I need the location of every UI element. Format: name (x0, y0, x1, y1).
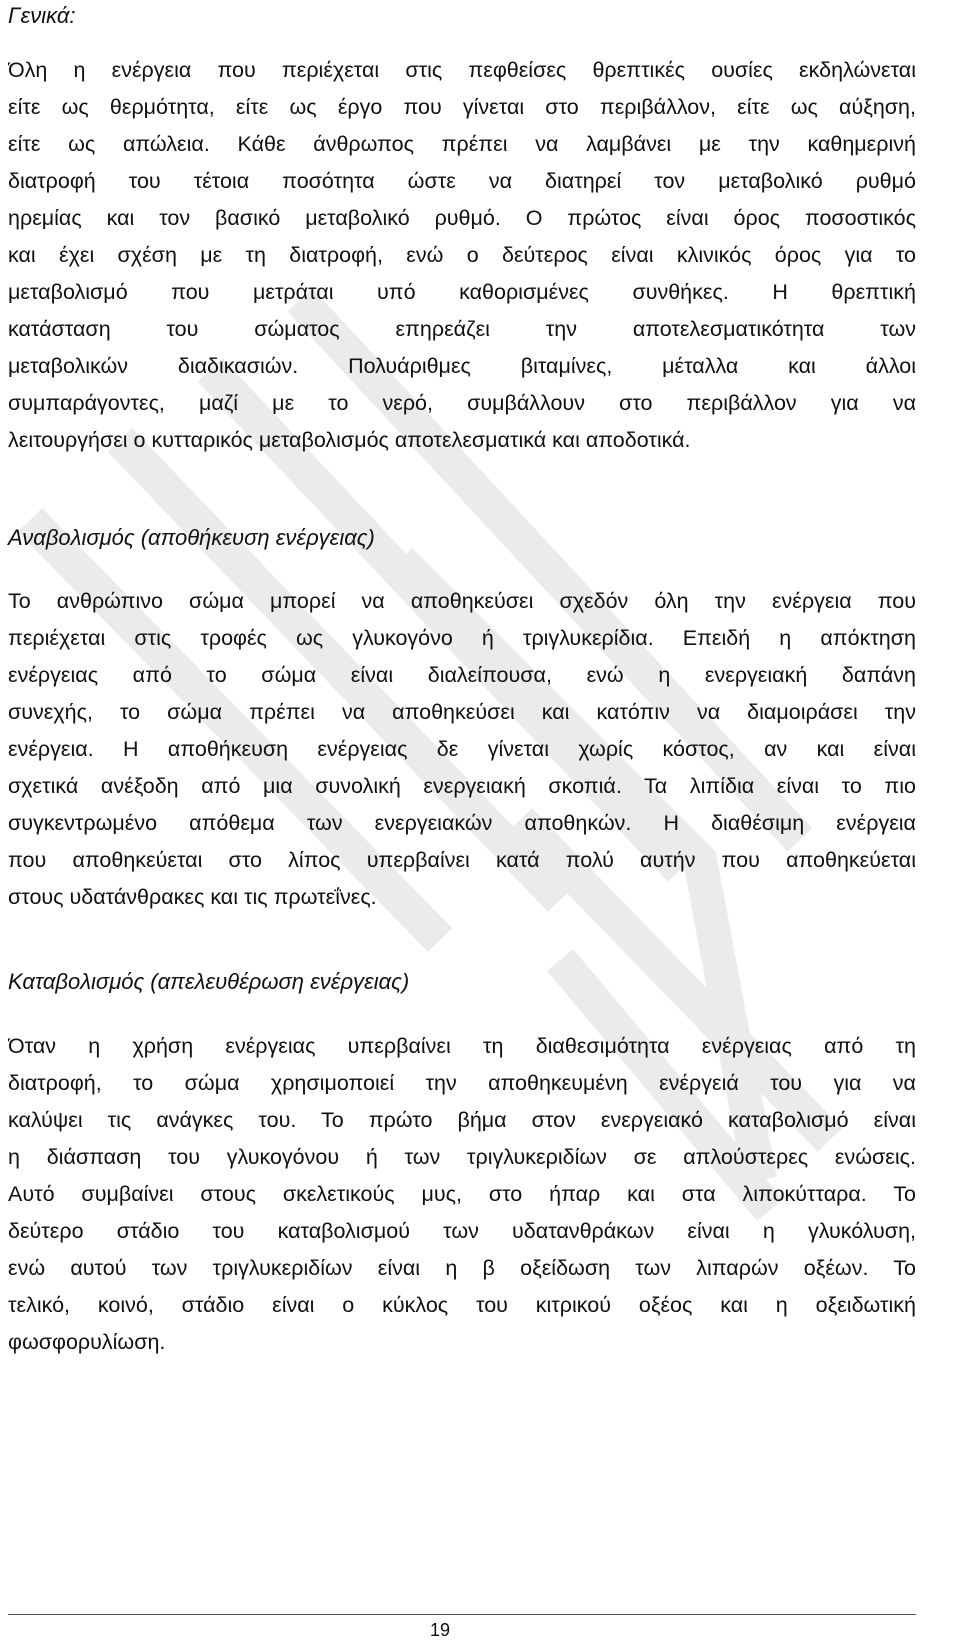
text-line: ηρεμίας και τον βασικό μεταβολικό ρυθμό. Ο πρώτος είναι όρος ποσοστικός (8, 206, 916, 230)
text-line: διατροφή, το σώμα χρησιμοποιεί την αποθηκευμένη ενέργειά του για να (8, 1071, 916, 1095)
text-line: δεύτερο στάδιο του καταβολισμού των υδατανθράκων είναι η γλυκόλυση, (8, 1219, 916, 1243)
paragraph-catabolism (8, 1028, 916, 1361)
text-line: είτε ως θερμότητα, είτε ως έργο που γίνεται στο περιβάλλον, είτε ως αύξηση, (8, 95, 916, 119)
text-line: λειτουργήσει ο κυτταρικός μεταβολισμός αποτελεσματικά και αποδοτικά. (8, 428, 691, 452)
text-line: που αποθηκεύεται στο λίπος υπερβαίνει κατά πολύ αυτήν που αποθηκεύεται (8, 848, 916, 872)
text-line: ενώ αυτού των τριγλυκεριδίων είναι η β οξείδωση των λιπαρών οξέων. Το (8, 1256, 916, 1280)
text-line: φωσφορυλίωση. (8, 1330, 166, 1354)
heading-general: Γενικά: (8, 3, 76, 28)
text-line: η διάσπαση του γλυκογόνου ή των τριγλυκεριδίων σε απλούστερες ενώσεις. (8, 1145, 916, 1169)
text-line: Όλη η ενέργεια που περιέχεται στις πεφθείσες θρεπτικές ουσίες εκδηλώνεται (8, 58, 916, 82)
text-line: περιέχεται στις τροφές ως γλυκογόνο ή τριγλυκερίδια. Επειδή η απόκτηση (8, 626, 916, 650)
text-line: και έχει σχέση με τη διατροφή, ενώ ο δεύτερος είναι κλινικός όρος για το (8, 243, 916, 267)
text-line: διατροφή του τέτοια ποσότητα ώστε να διατηρεί τον μεταβολικό ρυθμό (8, 169, 916, 193)
text-line: συνεχής, το σώμα πρέπει να αποθηκεύσει και κατόπιν να διαμοιράσει την (8, 700, 916, 724)
text-line: μεταβολικών διαδικασιών. Πολυάριθμες βιταμίνες, μέταλλα και άλλοι (8, 354, 916, 378)
text-line: τελικό, κοινό, στάδιο είναι ο κύκλος του κιτρικού οξέος και η οξειδωτική (8, 1293, 916, 1317)
text-line: μεταβολισμό που μετράται υπό καθορισμένες συνθήκες. Η θρεπτική (8, 280, 916, 304)
text-line: Το ανθρώπινο σώμα μπορεί να αποθηκεύσει σχεδόν όλη την ενέργεια που (8, 589, 916, 613)
text-line: συμπαράγοντες, μαζί με το νερό, συμβάλλουν στο περιβάλλον για να (8, 391, 916, 415)
text-line: είτε ως απώλεια. Κάθε άνθρωπος πρέπει να λαμβάνει με την καθημερινή (8, 132, 916, 156)
text-line: σχετικά ανέξοδη από μια συνολική ενεργειακή σκοπιά. Τα λιπίδια είναι το πιο (8, 774, 916, 798)
paragraph-general (8, 52, 916, 459)
text-line: Αυτό συμβαίνει στους σκελετικούς μυς, στο ήπαρ και στα λιποκύτταρα. Το (8, 1182, 916, 1206)
text-line: καλύψει τις ανάγκες του. Το πρώτο βήμα στον ενεργειακό καταβολισμό είναι (8, 1108, 916, 1132)
text-line: ενέργεια. Η αποθήκευση ενέργειας δε γίνεται χωρίς κόστος, αν και είναι (8, 737, 916, 761)
text-line: συγκεντρωμένο απόθεμα των ενεργειακών αποθηκών. Η διαθέσιμη ενέργεια (8, 811, 916, 835)
paragraph-anabolism (8, 583, 916, 916)
text-line: στους υδατάνθρακες και τις πρωτεΐνες. (8, 885, 377, 909)
text-line: κατάσταση του σώματος επηρεάζει την αποτελεσματικότητα των (8, 317, 916, 341)
page-number: 19 (429, 1620, 451, 1640)
text-line: Όταν η χρήση ενέργειας υπερβαίνει τη διαθεσιμότητα ενέργειας από τη (8, 1034, 916, 1058)
text-line: ενέργειας από το σώμα είναι διαλείπουσα, ενώ η ενεργειακή δαπάνη (8, 663, 916, 687)
heading-anabolism: Αναβολισμός (αποθήκευση ενέργειας) (8, 525, 375, 550)
footer-divider (8, 1614, 916, 1615)
heading-catabolism: Καταβολισμός (απελευθέρωση ενέργειας) (8, 969, 410, 994)
